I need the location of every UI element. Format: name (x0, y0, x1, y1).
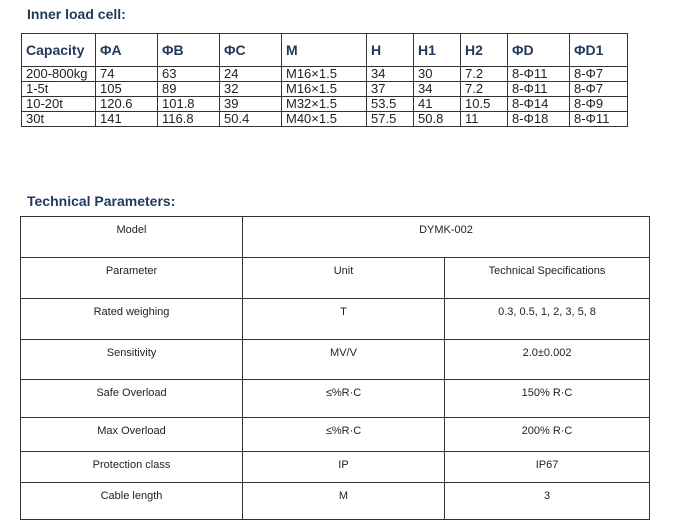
table-cell: 105 (96, 82, 158, 97)
table-cell: ≤%R·C (243, 418, 445, 452)
table-cell: 200-800kg (22, 67, 96, 82)
column-header: Parameter (21, 258, 243, 299)
table-cell: 41 (414, 97, 461, 112)
table-cell: 7.2 (461, 67, 508, 82)
table-cell: IP67 (445, 452, 650, 483)
table-header-row (22, 34, 628, 67)
technical-parameters-table (20, 216, 650, 520)
model-row (21, 217, 650, 258)
table-cell: ≤%R·C (243, 380, 445, 418)
column-header: H (367, 34, 414, 67)
table-cell: IP (243, 452, 445, 483)
table-row (22, 97, 628, 112)
column-header: Capacity (22, 34, 96, 67)
table-cell: 10-20t (22, 97, 96, 112)
table-cell: 200% R·C (445, 418, 650, 452)
column-header: Unit (243, 258, 445, 299)
column-header: ΦD (508, 34, 570, 67)
column-header: ΦD1 (570, 34, 628, 67)
table-cell: 37 (367, 82, 414, 97)
table-cell: 30 (414, 67, 461, 82)
table-cell: 89 (158, 82, 220, 97)
table-cell: T (243, 299, 445, 340)
table-header-row (21, 258, 650, 299)
column-header: M (282, 34, 367, 67)
table-cell: 8-Φ11 (508, 67, 570, 82)
technical-parameters-heading: Technical Parameters: (27, 193, 176, 209)
table-cell: M40×1.5 (282, 112, 367, 127)
table-cell: 8-Φ7 (570, 67, 628, 82)
model-label: Model (21, 217, 243, 258)
table-cell: 57.5 (367, 112, 414, 127)
table-cell: M16×1.5 (282, 82, 367, 97)
table-row (21, 299, 650, 340)
table-cell: M16×1.5 (282, 67, 367, 82)
table-row (21, 418, 650, 452)
model-value: DYMK-002 (243, 217, 650, 258)
table-cell: Safe Overload (21, 380, 243, 418)
column-header: H2 (461, 34, 508, 67)
column-header: Technical Specifications (445, 258, 650, 299)
table-cell: M32×1.5 (282, 97, 367, 112)
table-cell: 34 (414, 82, 461, 97)
table-cell: 7.2 (461, 82, 508, 97)
table-cell: 8-Φ7 (570, 82, 628, 97)
table-cell: 8-Φ18 (508, 112, 570, 127)
table-cell: 74 (96, 67, 158, 82)
table-cell: 8-Φ11 (508, 82, 570, 97)
column-header: ΦB (158, 34, 220, 67)
table-cell: Rated weighing (21, 299, 243, 340)
table-cell: Cable length (21, 483, 243, 520)
table-cell: Max Overload (21, 418, 243, 452)
column-header: H1 (414, 34, 461, 67)
table-row (22, 67, 628, 82)
table-cell: 8-Φ11 (570, 112, 628, 127)
table-cell: 53.5 (367, 97, 414, 112)
table-cell: 50.4 (220, 112, 282, 127)
table-row (22, 82, 628, 97)
table-cell: 30t (22, 112, 96, 127)
table-cell: 3 (445, 483, 650, 520)
table-cell: 150% R·C (445, 380, 650, 418)
table-cell: 10.5 (461, 97, 508, 112)
table-cell: 8-Φ14 (508, 97, 570, 112)
table-cell: 0.3, 0.5, 1, 2, 3, 5, 8 (445, 299, 650, 340)
table-cell: M (243, 483, 445, 520)
table-row (22, 112, 628, 127)
table-cell: 11 (461, 112, 508, 127)
table-cell: 116.8 (158, 112, 220, 127)
table-cell: 120.6 (96, 97, 158, 112)
table-cell: Protection class (21, 452, 243, 483)
table-row (21, 380, 650, 418)
column-header: ΦA (96, 34, 158, 67)
table-cell: 24 (220, 67, 282, 82)
table-cell: MV/V (243, 340, 445, 380)
table-cell: 39 (220, 97, 282, 112)
inner-load-cell-heading: Inner load cell: (27, 6, 126, 22)
table-cell: Sensitivity (21, 340, 243, 380)
inner-load-cell-table (21, 33, 628, 127)
table-cell: 32 (220, 82, 282, 97)
table-cell: 141 (96, 112, 158, 127)
table-cell: 50.8 (414, 112, 461, 127)
table-cell: 34 (367, 67, 414, 82)
table-cell: 2.0±0.002 (445, 340, 650, 380)
column-header: ΦC (220, 34, 282, 67)
table-cell: 8-Φ9 (570, 97, 628, 112)
table-row (21, 340, 650, 380)
table-cell: 63 (158, 67, 220, 82)
table-cell: 1-5t (22, 82, 96, 97)
table-cell: 101.8 (158, 97, 220, 112)
table-row (21, 483, 650, 520)
table-row (21, 452, 650, 483)
